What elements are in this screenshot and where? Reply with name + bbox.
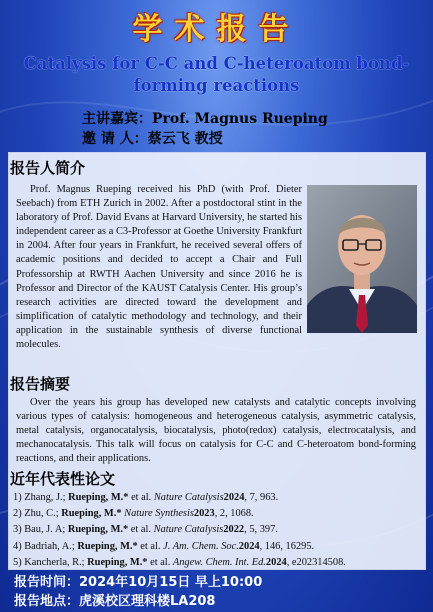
- host-row: [82, 128, 223, 148]
- publication-etal: et al.: [147, 556, 173, 568]
- host-name: 蔡云飞 教授: [147, 131, 223, 147]
- publication-corresponding-author: Rueping, M.*: [67, 524, 129, 536]
- talk-title: Catalysis for C-C and C-heteroatom bond-forming reactions: [23, 54, 410, 95]
- bio-text: Prof. Magnus Rueping received his PhD (with Prof. Dieter Seebach) from ETH Zurich in 2002. After a postdoctoral stint in the laboratory of Prof. David Evans at Harvard University, he started his independent career as a C3-Professor at Goethe University Frankfurt in 2004. After four years in Frankfurt, he received several offers of academic positions and decided to accept a Chair and Full Professorship at RWTH Aachen University and since 2016 he is Professor and Director of the KAUST Catalysis Center. His group’s research activities are directed toward the development and simplification of catalytic methodology and technology, and their application in the sustainable synthesis of diverse functional molecules.: [16, 184, 302, 351]
- publication-authors: 5) Kancherla, R.;: [13, 556, 88, 568]
- publication-volume-pages: , e202314508.: [286, 556, 346, 568]
- publication-volume-pages: , 7, 963.: [244, 492, 279, 503]
- publication-journal: Nature Catalysis: [153, 492, 224, 503]
- bio-text-top: [16, 183, 302, 352]
- publication-journal: J. Am. Chem. Soc.: [163, 540, 239, 552]
- publication-etal: et al.: [128, 492, 154, 503]
- publication-year: 2023: [193, 508, 215, 520]
- publication-list: [13, 490, 423, 571]
- publication-item: [13, 539, 423, 555]
- publications-heading: 近年代表性论文: [10, 470, 116, 488]
- publication-authors: 1) Zhang, J.;: [13, 492, 69, 503]
- publication-year: 2024: [265, 556, 287, 568]
- publication-item: [13, 555, 423, 571]
- abstract-heading: 报告摘要: [10, 375, 71, 393]
- publication-item: [13, 522, 423, 538]
- publication-authors: 3) Bau, J. A;: [13, 524, 68, 536]
- speaker-portrait-icon: [307, 185, 417, 333]
- publication-volume-pages: , 146, 16295.: [259, 540, 315, 552]
- publication-year: 2022: [223, 524, 245, 536]
- publication-year: 2024: [238, 540, 260, 552]
- publication-authors: 2) Zhu, C.;: [13, 508, 62, 520]
- publication-etal: et al.: [128, 524, 154, 536]
- publication-corresponding-author: Rueping, M.*: [68, 492, 129, 503]
- banner-title: 学术报告: [132, 12, 301, 47]
- speaker-name: Prof. Magnus Rueping: [152, 111, 328, 127]
- publication-item: [13, 506, 423, 522]
- publication-volume-pages: , 2, 1068.: [214, 508, 254, 520]
- host-label: 邀 请 人：: [82, 131, 148, 147]
- speaker-photo: [307, 185, 417, 333]
- speaker-row: [82, 108, 328, 128]
- talk-time: 报告时间：2024年10月15日 早上10:00: [14, 575, 263, 590]
- abstract-text: Over the years his group has developed new catalysts and catalytic concepts involving various types of catalysis: homogeneous and heterogeneous catalysis, asymmetric catalysis, metal catalysis, organocatalysis, biocatalysis, photo(redox) catalysis, electrocatalysis, and mechanocatalysis. This talk will focus on catalysis for C-C and C-heteroatom bond-forming reactions, and their applications.: [16, 397, 416, 465]
- publication-journal: Nature Catalysis: [153, 524, 224, 536]
- talk-place: 报告地点：虎溪校区理科楼LA208: [14, 594, 216, 609]
- speaker-label: 主讲嘉宾：: [82, 111, 152, 127]
- publication-corresponding-author: Rueping, M.*: [61, 508, 122, 520]
- publication-journal: Nature Synthesis: [124, 508, 194, 520]
- publication-item: [13, 490, 423, 506]
- publication-corresponding-author: Rueping, M.*: [87, 556, 148, 568]
- publication-journal: Angew. Chem. Int. Ed.: [172, 556, 266, 568]
- publication-corresponding-author: Rueping, M.*: [77, 540, 138, 552]
- publication-year: 2024: [223, 492, 245, 503]
- bio-heading: 报告人简介: [10, 159, 86, 177]
- publication-volume-pages: , 5, 397.: [244, 524, 278, 536]
- publication-authors: 4) Badriah, A.;: [13, 540, 78, 552]
- publication-etal: et al.: [137, 540, 164, 552]
